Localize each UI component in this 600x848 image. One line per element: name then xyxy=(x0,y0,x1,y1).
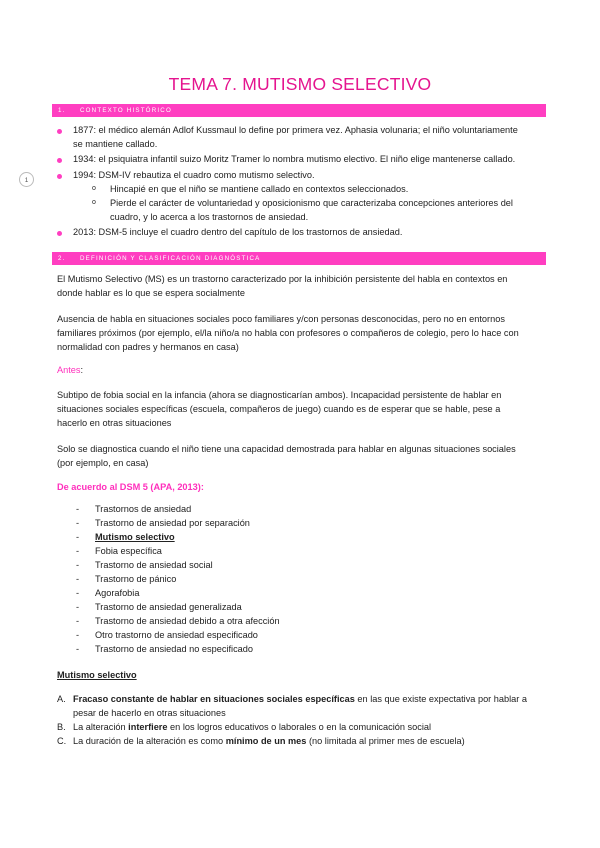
bullet-dot-icon xyxy=(57,231,62,236)
history-item-1877-cont: se mantiene callado. xyxy=(73,139,158,149)
absence-line: normalidad con padres y hermanos en casa) xyxy=(57,342,239,352)
criteria-a-rest: en las que existe expectativa por hablar a xyxy=(354,694,527,704)
list-item: Otro trastorno de ansiedad especificado xyxy=(95,630,258,640)
diagnosis-line: Solo se diagnostica cuando el niño tiene una capacidad demostrada para hablar en algunas situaciones sociales xyxy=(57,444,516,454)
criteria-b-bold: interfiere xyxy=(128,722,168,732)
criteria-b-pre: La alteración xyxy=(73,722,129,732)
list-item: Trastorno de ansiedad generalizada xyxy=(95,602,242,612)
history-item-1934: 1934: el psiquiatra infantil suizo Moritz Tramer lo nombra mutismo electivo. El niño elige mantenerse callado. xyxy=(73,154,516,164)
absence-line: Ausencia de habla en situaciones sociales poco familiares y/con personas desconocidas, pero no en entornos xyxy=(57,314,505,324)
criteria-a-bold: Fracaso constante de hablar en situaciones sociales específicas xyxy=(73,694,355,704)
criteria-c xyxy=(73,735,465,749)
bullet-dot-icon xyxy=(57,174,62,179)
list-item: Agorafobia xyxy=(95,588,140,598)
list-item-highlighted: Mutismo selectivo xyxy=(95,532,175,542)
section-number: 1. xyxy=(58,107,66,114)
list-item: Trastornos de ansiedad xyxy=(95,504,192,514)
criteria-a-cont: pesar de hacerlo en otras situaciones xyxy=(73,708,226,718)
history-subitem-2: Pierde el carácter de voluntariedad y oposicionismo que caracterizaba concepciones anteriores del xyxy=(110,198,513,208)
list-dash: - xyxy=(76,630,80,640)
list-dash: - xyxy=(76,504,80,514)
list-item: Trastorno de ansiedad debido a otra afección xyxy=(95,616,280,626)
list-dash: - xyxy=(76,616,80,626)
criteria-letter: C. xyxy=(57,736,67,746)
section-number: 2. xyxy=(58,255,66,262)
antes-line: situaciones sociales específicas (escuela, compañeros de juego) cuando es de esperar que se hable, pese a xyxy=(57,404,501,414)
section-bar-history xyxy=(52,104,546,117)
list-dash: - xyxy=(76,560,80,570)
antes-heading xyxy=(57,364,546,378)
history-subitem-1: Hincapié en que el niño se mantiene callado en contextos seleccionados. xyxy=(110,184,409,194)
list-item: Fobia específica xyxy=(95,546,162,556)
page-title: TEMA 7. MUTISMO SELECTIVO xyxy=(168,74,432,94)
criteria-b xyxy=(73,721,431,735)
antes-colon: : xyxy=(80,365,84,375)
bullet-dot-icon xyxy=(57,158,62,163)
definition-line: El Mutismo Selectivo (MS) es un trastorno caracterizado por la inhibición persistente del habla en contextos en xyxy=(57,274,508,284)
section-label: CONTEXTO HISTÓRICO xyxy=(80,107,172,114)
bullet-dot-icon xyxy=(57,129,62,134)
list-dash: - xyxy=(76,644,80,654)
criteria-c-pre: La duración de la alteración es como xyxy=(73,736,226,746)
list-dash: - xyxy=(76,546,80,556)
sub-bullet-icon: o xyxy=(92,185,96,192)
antes-label: Antes xyxy=(57,365,81,375)
history-item-2013: 2013: DSM-5 incluye el cuadro dentro del capítulo de los trastornos de ansiedad. xyxy=(73,227,403,237)
diagnosis-line: (por ejemplo, en casa) xyxy=(57,458,149,468)
criteria-a xyxy=(73,693,546,707)
list-item: Trastorno de ansiedad social xyxy=(95,560,213,570)
page-marker-badge: 1 xyxy=(19,172,34,187)
history-item-1994: 1994: DSM-IV rebautiza el cuadro como mutismo selectivo. xyxy=(73,170,315,180)
list-item: Trastorno de pánico xyxy=(95,574,177,584)
section-bar-definition xyxy=(52,252,546,265)
list-dash: - xyxy=(76,602,80,612)
absence-line: familiares próximos (por ejemplo, el/la niño/a no habla con profesores o compañeros de colegio, pero lo hace con xyxy=(57,328,519,338)
criteria-b-rest: en los logros educativos o laborales o en la comunicación social xyxy=(167,722,432,732)
definition-line: donde hablar es lo que se espera socialmente xyxy=(57,288,245,298)
antes-line: hacerlo en otras situaciones xyxy=(57,418,172,428)
list-dash: - xyxy=(76,518,80,528)
criteria-heading: Mutismo selectivo xyxy=(57,670,137,680)
list-item: Trastorno de ansiedad por separación xyxy=(95,518,250,528)
section-label: DEFINICIÓN Y CLASIFICACIÓN DIAGNÓSTICA xyxy=(80,255,261,262)
criteria-c-bold: mínimo de un mes xyxy=(225,736,307,746)
criteria-c-rest: (no limitada al primer mes de escuela) xyxy=(306,736,465,746)
list-dash: - xyxy=(76,588,80,598)
dsm-heading: De acuerdo al DSM 5 (APA, 2013): xyxy=(57,482,204,492)
sub-bullet-icon: o xyxy=(92,199,96,206)
criteria-letter: B. xyxy=(57,722,66,732)
criteria-letter: A. xyxy=(57,694,66,704)
history-subitem-2-cont: cuadro, y lo acerca a los trastornos de ansiedad. xyxy=(110,212,309,222)
list-item: Trastorno de ansiedad no especificado xyxy=(95,644,253,654)
list-dash: - xyxy=(76,532,80,542)
list-dash: - xyxy=(76,574,80,584)
antes-line: Subtipo de fobia social en la infancia (ahora se diagnosticarían ambos). Incapacidad persistente de hablar en xyxy=(57,390,502,400)
history-item-1877: 1877: el médico alemán Adlof Kussmaul lo define por primera vez. Aphasia volunaria; el niño voluntariamente xyxy=(73,125,518,135)
